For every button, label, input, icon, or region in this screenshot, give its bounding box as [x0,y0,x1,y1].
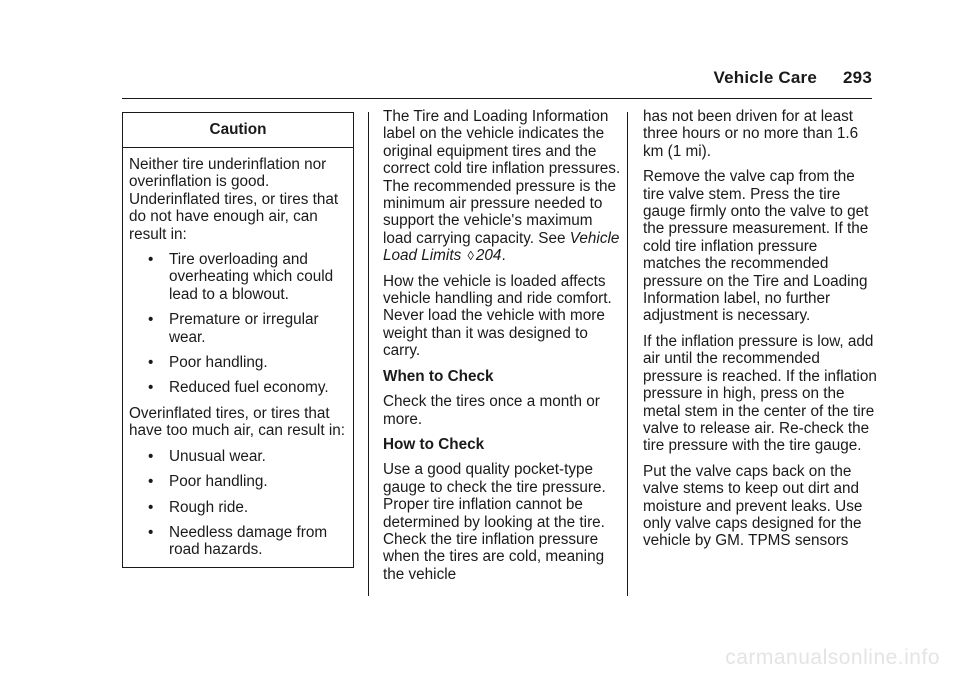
list-item: • Needless damage from road hazards. [148,523,328,559]
bullet: • [148,473,154,491]
page-reference-icon: ◊ [467,248,474,264]
caution-intro-underinflation: Neither tire underinflation nor overinflation is good. Underinflated tires, or tires that do not have enough air, can result in: [129,156,339,243]
list-item: • Premature or irregular wear. [148,311,319,346]
column-divider [627,112,628,596]
paragraph: How the vehicle is loaded affects vehicle handling and ride comfort. Never load the vehicle with more weight than it was designed to carry. [383,272,612,360]
bullet: • [148,251,154,269]
overinflation-list [129,448,347,559]
list-item: • Tire overloading and overheating which could lead to a blowout. [148,251,334,303]
list-item: • Reduced fuel economy. [148,379,329,397]
bullet: • [148,379,154,397]
watermark: carmanualsonline.info [725,646,940,669]
list-item: • Poor handling. [148,354,268,372]
paragraph: Remove the valve cap from the tire valve stem. Press the tire gauge firmly onto the valve to get the pressure measurement. If the cold tire inflation pressure matches the recommended pressure on the Tire and Loading Information label, no further adjustment is necessary. [643,168,869,325]
cross-reference-link[interactable]: Vehicle Load Limits [383,229,620,265]
cross-reference-page[interactable]: 204 [475,247,502,265]
paragraph: Use a good quality pocket-type gauge to check the tire pressure. Proper tire inflation cannot be determined by looking at the tire. Check the tire inflation pressure when the tires are cold, meaning the vehicle [383,461,606,583]
heading-when-to-check: When to Check [383,367,494,385]
list-item: • Unusual wear. [148,447,266,465]
caution-body [123,148,353,559]
bullet: • [148,523,154,541]
list-item: • Poor handling. [148,473,268,491]
header-rule [122,98,872,99]
bullet: • [148,447,154,465]
column-divider [368,112,369,596]
page-header [714,68,873,88]
caution-intro-overinflation: Overinflated tires, or tires that have too much air, can result in: [129,404,345,440]
page-number: 293 [843,68,872,87]
column-three [643,108,878,558]
bullet: • [148,311,154,329]
section-title: Vehicle Care [713,68,818,87]
bullet: • [148,498,154,516]
paragraph: The Tire and Loading Information label on the vehicle indicates the original equipment tires and the correct cold tire inflation pressures. The recommended pressure is the minimum air pressure needed to support the vehicle's maximum load carrying capacity. See Vehicle Load Limits ◊ 204. [383,108,621,265]
caution-box [122,112,354,568]
list-item: • Rough ride. [148,498,249,516]
heading-how-to-check: How to Check [383,435,485,453]
column-two [383,108,623,591]
caution-title: Caution [123,113,353,148]
paragraph: has not been driven for at least three hours or no more than 1.6 km (1 mi). [643,108,859,160]
paragraph: If the inflation pressure is low, add air until the recommended pressure is reached. If the inflation pressure in high, press on the metal stem in the center of the tire valve to release air. Re-check the tire pressure with the tire gauge. [643,332,877,455]
paragraph: Put the valve caps back on the valve stems to keep out dirt and moisture and prevent leaks. Use only valve caps designed for the vehicle by GM. TPMS sensors [643,462,863,550]
underinflation-list [129,251,347,397]
bullet: • [148,354,154,372]
paragraph: Check the tires once a month or more. [383,393,600,428]
